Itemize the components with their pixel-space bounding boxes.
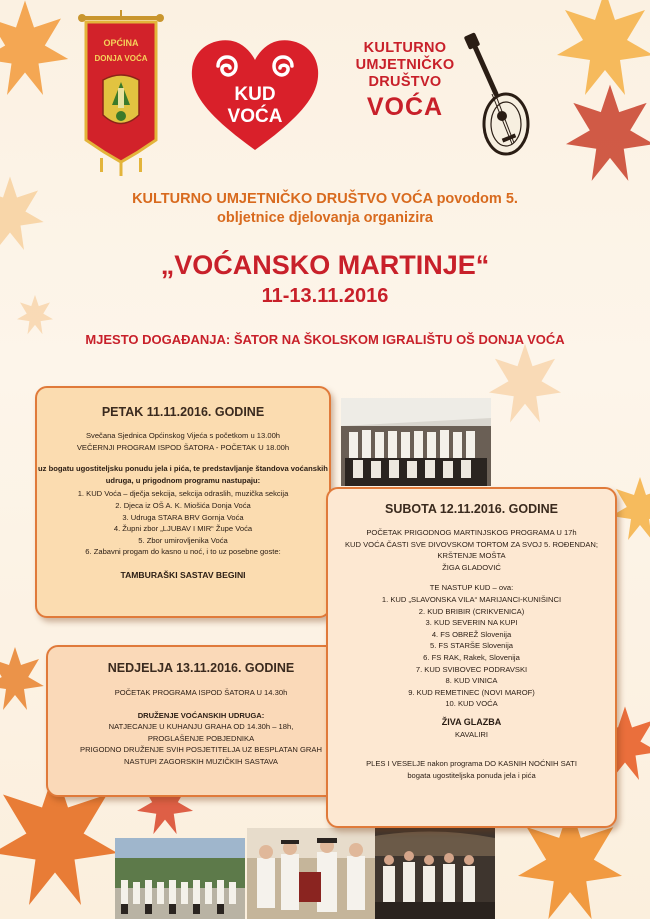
saturday-performer: 8. KUD VINICA [445, 676, 498, 686]
friday-heading: PETAK 11.11.2016. GODINE [101, 405, 265, 419]
saturday-heading: SUBOTA 12.11.2016. GODINE [385, 502, 558, 516]
intro-text [110, 190, 540, 228]
saturday-performer: 3. KUD SEVERIN NA KUPI [425, 618, 518, 628]
sunday-program-line: NATJECANJE U KUHANJU GRAHA OD 14.30h – 18h, [108, 722, 294, 732]
saturday-performer: 1. KUD „SLAVONSKA VILA“ MARIJANCI-KUNIŠINCI [381, 594, 562, 604]
banner-text-line-1: OPĆINA [103, 38, 139, 48]
tamburica-instrument-icon [462, 32, 532, 162]
outdoor-folklore-photo [115, 838, 245, 919]
saturday-intro-line: KUD VOĆA ČASTI SVE DIVOVSKOM TORTOM ZA SVOJ 5. ROĐENDAN; [344, 539, 599, 549]
sunday-program-line: PRIGODNO DRUŽENJE SVIH POSJETITELJA UZ BESPLATAN GRAH [80, 745, 322, 755]
autumn-leaf-decoration [15, 293, 55, 338]
saturday-closing-line: PLES I VESELJE nakon programa DO KASNIH NOĆNIH SATI [366, 759, 577, 769]
intro-line: KULTURNO UMJETNIČKO DRUŠTVO VOĆA povodom 5. [132, 191, 518, 207]
heart-logo-line-1: KUD [234, 84, 276, 105]
municipality-banner-emblem [78, 10, 164, 180]
saturday-intro-line: POČETAK PRIGODNOG MARTINJSKOG PROGRAMA U 17h [366, 528, 577, 537]
saturday-live-music-label: ŽIVA GLAZBA [441, 716, 502, 727]
autumn-leaf-decoration [0, 170, 45, 260]
dancers-photo [375, 826, 495, 919]
friday-session-line: VEČERNJI PROGRAM ISPOD ŠATORA - POČETAK U 18.00h [76, 442, 290, 452]
friday-program-item: 6. Zabavni progam do kasno u noć, i to uz posebne goste: [85, 547, 281, 557]
autumn-leaf-decoration [480, 340, 570, 430]
club-title [350, 40, 460, 123]
saturday-intro-line: ŽIGA GLADOVIĆ [442, 562, 501, 572]
friday-session-line: Svečana Sjednica Općinskog Vijeća s početkom u 13.00h [85, 431, 281, 440]
friday-offer-line: udruga, u prigodnom programu nastupaju: [105, 475, 261, 485]
banner-text-line-2: DONJA VOĆA [94, 54, 148, 63]
saturday-performer: 9. KUD REMETINEC (NOVI MAROF) [408, 687, 535, 697]
club-title-line: DRUŠTVO [368, 74, 442, 90]
friday-program-card [35, 386, 331, 618]
event-title: „VOĆANSKO MARTINJE“ [160, 250, 490, 280]
autumn-leaf-decoration [0, 640, 45, 720]
folklore-group-photo [341, 398, 491, 486]
saturday-performer: 4. FS OBREŽ Slovenija [431, 629, 512, 639]
club-title-line: UMJETNIČKO [355, 57, 455, 73]
friday-program-item: 4. Župni zbor „LJUBAV I MIR“ Župe Voća [113, 524, 253, 534]
saturday-performer: 2. KUD BRIBIR (CRIKVENICA) [418, 606, 525, 616]
friday-program-item: 1. KUD Voća – dječja sekcija, sekcija odraslih, muzička sekcija [77, 489, 289, 499]
saturday-live-music-band: KAVALIRI [454, 729, 489, 739]
sunday-heading: NEDJELJA 13.11.2016. GODINE [107, 661, 295, 675]
intro-line: obljetnice djelovanja organizira [217, 210, 433, 226]
sunday-associations-label: DRUŽENJE VOĆANSKIH UDRUGA: [137, 710, 265, 720]
saturday-performer: 7. KUD SVIBOVEC PODRAVSKI [415, 664, 528, 674]
autumn-leaf-decoration [555, 80, 650, 190]
heart-logo-line-2: VOĆA [227, 106, 283, 127]
sunday-start-line: POČETAK PROGRAMA ISPOD ŠATORA U 14.30h [114, 688, 288, 697]
event-venue: MJESTO DOGAĐANJA: ŠATOR NA ŠKOLSKOM IGRALIŠTU OŠ DONJA VOĆA [85, 332, 565, 347]
friday-special-guest: TAMBURAŠKI SASTAV BEGINI [120, 569, 246, 580]
sunday-program-card [46, 645, 356, 797]
autumn-leaf-decoration [0, 0, 70, 110]
saturday-performer: 5. FS STARŠE Slovenija [429, 641, 513, 651]
club-title-line: KULTURNO [363, 40, 447, 56]
saturday-intro-line: KRŠTENJE MOŠTA [437, 551, 506, 561]
friday-program-item: 3. Udruga STARA BRV Gornja Voća [122, 512, 244, 522]
friday-program-item: 2. Djeca iz OŠ A. K. Miošića Donja Voća [115, 500, 251, 510]
friday-offer-line: uz bogatu ugostiteljsku ponudu jela i pića, te predstavljanje štandova voćanskih [38, 464, 328, 474]
friday-program-item: 5. Zbor umirovljenika Voća [138, 535, 228, 545]
kud-voca-heart-logo [188, 36, 322, 154]
saturday-closing-line: bogata ugostiteljska ponuda jela i pića [407, 770, 536, 780]
saturday-performer: 10. KUD VOĆA [445, 699, 498, 709]
club-name: VOĆA [366, 93, 444, 121]
saturday-performer: 6. FS RAK, Rakek, Slovenija [423, 652, 520, 662]
sunday-program-line: NASTUPI ZAGORSKIH MUZIČKIH SASTAVA [123, 756, 278, 766]
saturday-program-card [326, 487, 617, 828]
saturday-performers-label: TE NASTUP KUD – ova: [429, 583, 514, 593]
event-dates: 11-13.11.2016 [261, 285, 389, 307]
musicians-photo [247, 828, 380, 919]
sunday-program-line: PROGLAŠENJE POBJEDNIKA [147, 733, 255, 743]
